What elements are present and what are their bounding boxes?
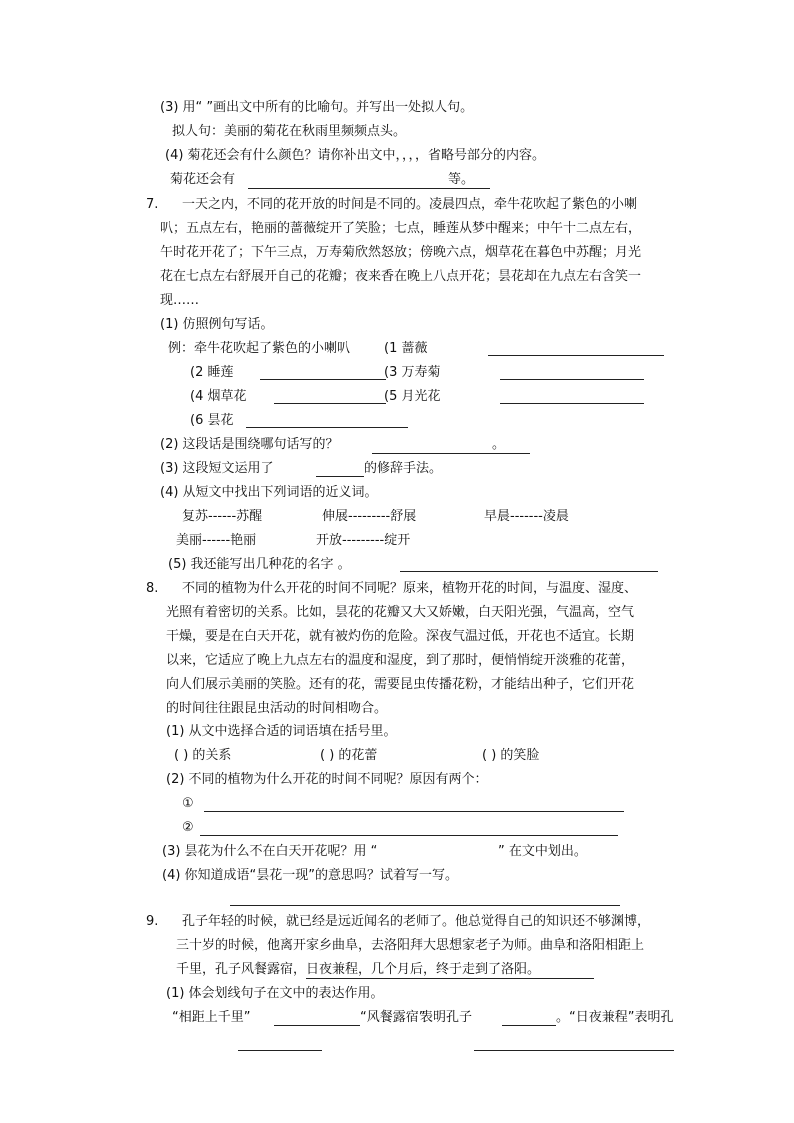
q6-fill-prefix: 菊花还会有 [170,172,236,187]
q6-sub3-answer: 拟人句：美丽的菊花在秋雨里频频点头。 [172,124,407,139]
q7-synonym: 早晨-------凌晨 [484,509,569,524]
q7-sub3: (3) 这段短文运用了 [160,461,274,476]
q7-example: 例：牵牛花吹起了紫色的小喇叭 [168,341,351,356]
q8-passage-line: 的时间往往跟昆虫活动的时间相吻合。 [166,701,388,716]
q9-underlined-phrase: 几个月后，终于走到了洛阳。 [371,962,541,977]
q9-phrase-a: “相距上千里” [172,1010,251,1025]
q8-sub2: (2) 不同的植物为什么开花的时间不同呢？原因有两个： [166,772,488,787]
q7-item: (3 万寿菊 [384,365,441,380]
q7-passage-line: 叭；五点左右，艳丽的蔷薇绽开了笑脸；七点，睡莲从梦中醒来；中午十二点左右， [160,221,642,236]
q8-passage-line: 以来，它适应了晚上九点左右的温度和湿度，到了那时，便悄悄绽开淡雅的花蕾， [166,653,635,668]
q7-sub5: (5) 我还能写出几种花的名字 。 [168,557,351,572]
q9-passage-line: 三十岁的时候，他离开家乡曲阜，去洛阳拜大思想家老子为师。曲阜和洛阳相距上 [176,938,645,953]
q7-item-blank[interactable] [260,379,386,380]
q8-bracket[interactable]: ( ) 的花蕾 [320,748,378,763]
q7-item-blank[interactable] [488,355,664,356]
q8-circled-one: ① [182,796,194,811]
q8-number: 8. [146,581,159,596]
q6-fill-suffix: 等。 [448,172,475,187]
q7-item-blank[interactable] [500,403,644,404]
q7-item: (1 蔷薇 [384,341,428,356]
q7-item: (4 烟草花 [190,389,247,404]
q8-sub1: (1) 从文中选择合适的词语填在括号里。 [166,724,397,739]
q9-underlined-phrase: 日夜兼程 [306,962,359,977]
q9-sub1: (1) 体会划线句子在文中的表达作用。 [166,986,384,1001]
q6-sub4: (4) 菊花还会有什么颜色？请你补出文中，，，，省略号部分的内容。 [165,148,546,163]
q8-sub3-end: ” 在文中划出。 [498,844,587,859]
q9-line-extension [536,978,594,979]
q9-line3-pre: 千里，孔子风餐露宿， [176,962,307,977]
q9-expl-blank[interactable] [274,1025,360,1026]
q8-passage-line: 光照有着密切的关系。比如，昙花的花瓣又大又娇嫩，白天阳光强，气温高，空气 [166,605,635,620]
q7-item-blank[interactable] [500,379,644,380]
q7-synonym: 复苏------苏醒 [182,509,263,524]
q8-bracket[interactable]: ( ) 的笑脸 [482,748,540,763]
q9-passage-line [176,961,540,979]
q7-item: (6 昙花 [190,413,234,428]
q7-sub1: (1) 仿照例句写话。 [160,317,274,332]
q9-expl-blank[interactable] [474,1050,674,1051]
q8-reason-blank[interactable] [200,835,618,836]
q8-passage-line: 向人们展示美丽的笑脸。还有的花，需要昆虫传播花粉，才能结出种子，它们开花 [166,677,635,692]
q7-number: 7. [146,197,159,212]
q7-sub3-end: 的修辞手法。 [364,461,443,476]
q9-phrase-c: 表明孔子 [420,1010,473,1025]
q7-synonym: 伸展---------舒展 [322,509,417,524]
q7-sub5-blank[interactable] [400,571,658,572]
q6-sub3: (3) 用“ ”画出文中所有的比喻句。并写出一处拟人句。 [160,100,474,115]
q8-reason-blank[interactable] [204,811,624,812]
q8-passage-line: 干燥，要是在白天开花，就有被灼伤的危险。深夜气温过低，开花也不适宜。长期 [166,629,635,644]
q7-passage-line: 午时花开花了；下午三点，万寿菊欣然怒放；傍晚六点，烟草花在暮色中苏醒；月光 [160,245,642,260]
q9-number: 9. [146,914,159,929]
q9-passage-line: 孔子年轻的时候，就已经是远近闻名的老师了。他总觉得自己的知识还不够渊博， [182,914,651,929]
q7-item-blank[interactable] [246,427,408,428]
q7-sub3-blank[interactable] [316,476,364,477]
q7-sub4: (4) 从短文中找出下列词语的近义词。 [160,485,378,500]
q7-item: (2 睡莲 [190,365,234,380]
q7-sub2-blank[interactable] [372,453,530,454]
q8-bracket[interactable]: ( ) 的关系 [174,748,232,763]
q8-passage-line: 不同的植物为什么开花的时间不同呢？原来，植物开花的时间，与温度、湿度、 [182,581,638,596]
q7-passage-line: 现…… [160,293,200,308]
q8-sub3-start: (3) 昙花为什么不在白天开花呢？用 “ [162,844,378,859]
q9-phrase-d: 。“日夜兼程”表明孔 [556,1010,674,1025]
q7-passage-line: 花在七点左右舒展开自己的花瓣；夜来香在晚上八点开花；昙花却在九点左右含笑一 [160,269,642,284]
q7-item-blank[interactable] [274,403,386,404]
q9-expl-blank[interactable] [502,1025,556,1026]
q9-underlined-comma: ， [358,962,372,977]
q7-passage-line: 一天之内，不同的花开放的时间是不同的。凌晨四点，牵牛花吹起了紫色的小喇 [182,197,638,212]
q8-sub4: (4) 你知道成语“昙花一现”的意思吗？试着写一写。 [162,868,459,883]
q7-sub2: (2) 这段话是围绕哪句话写的？ [160,437,339,452]
q8-circled-two: ② [182,820,194,835]
q7-synonym: 美丽------艳丽 [176,533,257,548]
q7-synonym: 开放---------绽开 [316,533,411,548]
q9-phrase-b: “风餐露宿” [360,1010,426,1025]
q7-item: (5 月光花 [384,389,441,404]
q7-sub2-end: 。 [492,437,506,452]
q9-expl-blank[interactable] [238,1050,322,1051]
q8-sub4-blank[interactable] [230,905,620,906]
